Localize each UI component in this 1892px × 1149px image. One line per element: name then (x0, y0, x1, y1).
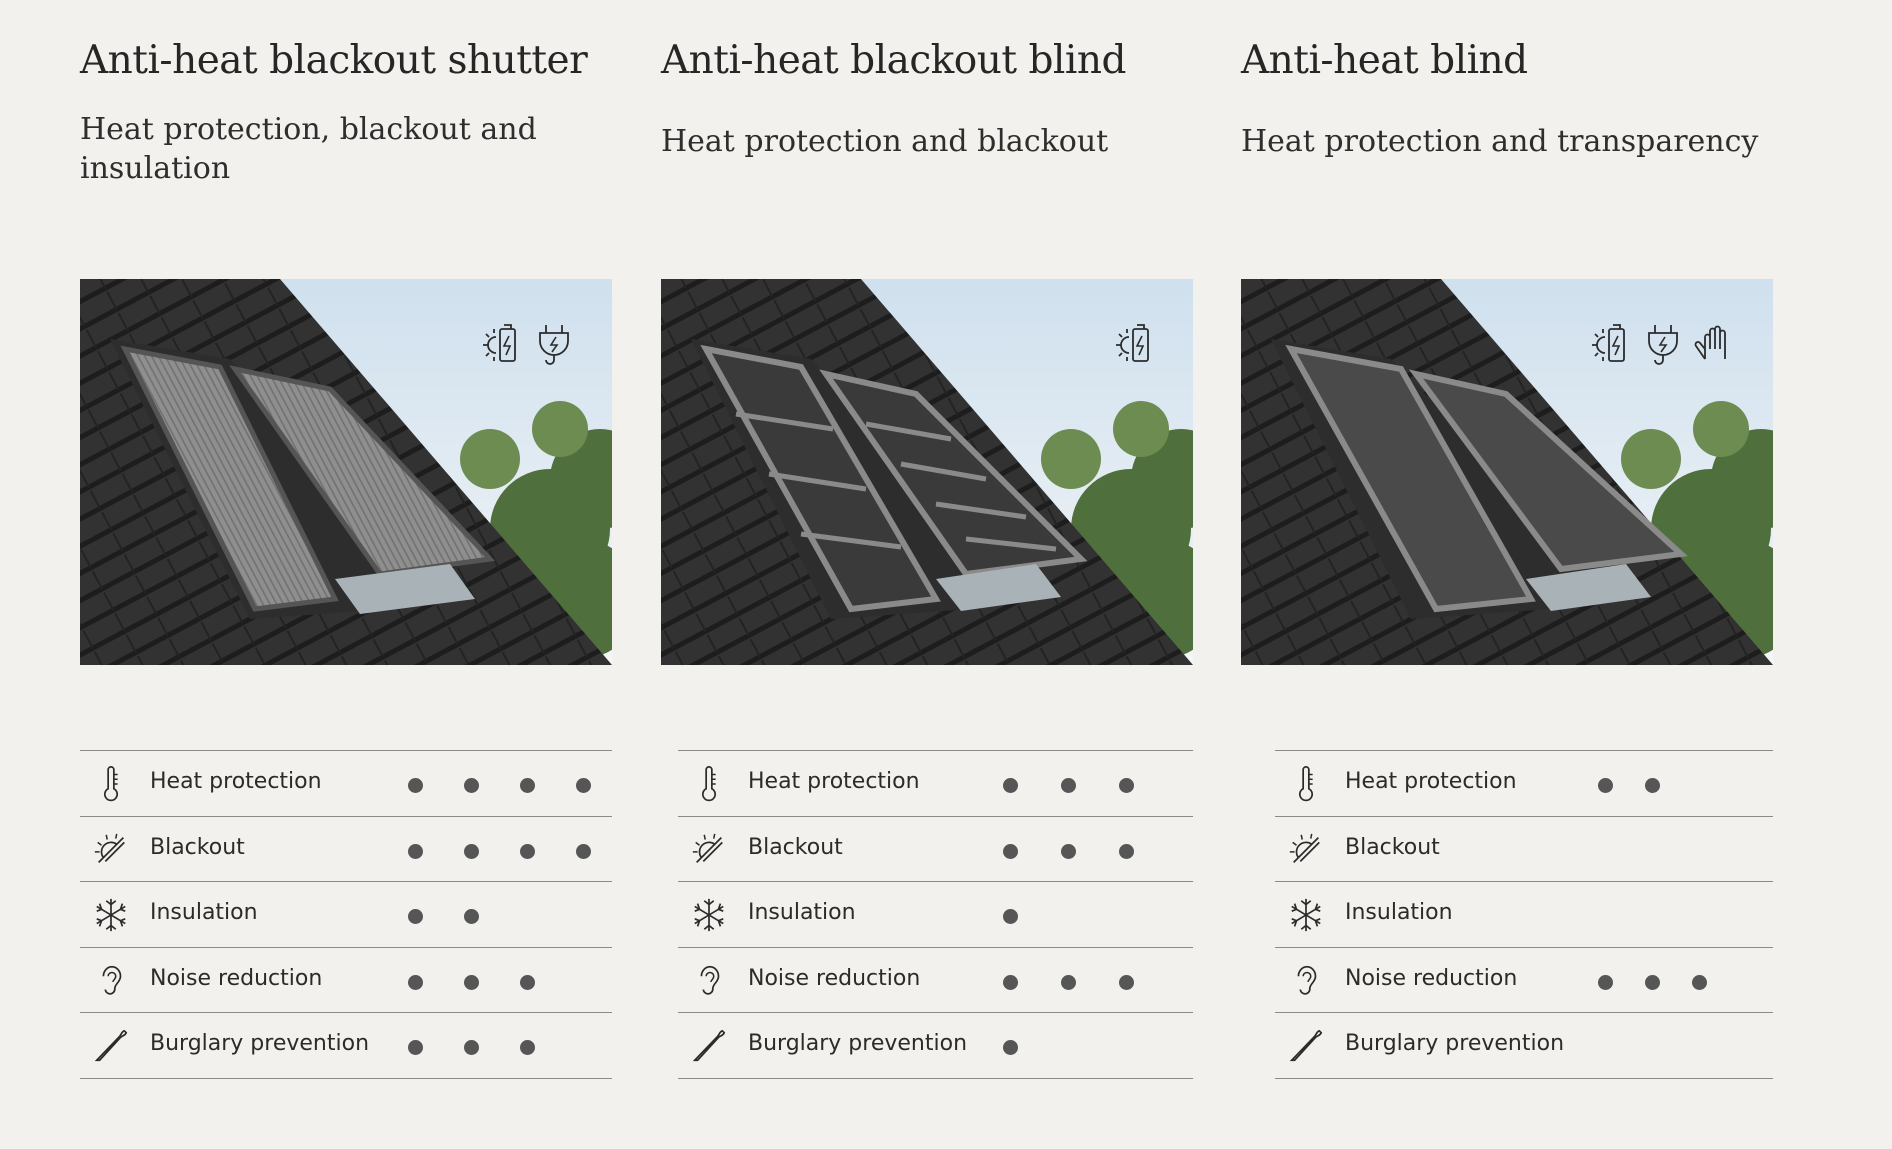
crowbar-icon (1287, 1027, 1325, 1065)
product-title: Anti-heat blind (1241, 38, 1528, 83)
ear-icon (1287, 962, 1325, 1000)
rating-dot (1119, 975, 1134, 990)
feature-row-burglary-prevention (678, 1013, 1193, 1079)
crowbar-icon (690, 1027, 728, 1065)
feature-row-heat-protection (678, 751, 1193, 817)
snowflake-icon (690, 896, 728, 934)
rating-dot (1598, 778, 1613, 793)
blackout-icon (92, 831, 130, 869)
feature-row-noise-reduction (80, 948, 612, 1014)
solar-icon (1589, 319, 1633, 369)
snowflake-icon (92, 896, 130, 934)
feature-label: Blackout (150, 834, 245, 860)
rating-dot (1119, 844, 1134, 859)
feature-list (80, 750, 612, 1079)
product-subtitle: Heat protection and blackout (661, 124, 1109, 159)
rating-dot (1645, 975, 1660, 990)
product-image-blackout-blind (661, 279, 1193, 665)
rating-dot (1003, 844, 1018, 859)
electric-plug-icon (532, 319, 576, 369)
rating-dot (1692, 975, 1707, 990)
operation-icons (1113, 319, 1157, 369)
feature-label: Burglary prevention (150, 1031, 370, 1056)
feature-row-noise-reduction (1275, 948, 1773, 1014)
operation-icons (480, 319, 576, 369)
rating-dot (464, 909, 479, 924)
feature-label: Heat protection (1345, 769, 1517, 794)
blackout-icon (690, 831, 728, 869)
feature-label: Blackout (748, 834, 843, 860)
product-title: Anti-heat blackout shutter (80, 38, 588, 83)
feature-row-blackout (80, 817, 612, 883)
feature-row-insulation (1275, 882, 1773, 948)
rating-dot (408, 909, 423, 924)
electric-plug-icon (1641, 319, 1685, 369)
rating-dot (408, 844, 423, 859)
rating-dot (576, 844, 591, 859)
operation-icons (1589, 319, 1737, 369)
rating-dot (576, 778, 591, 793)
rating-dot (1061, 844, 1076, 859)
rating-dot (1003, 778, 1018, 793)
solar-icon (480, 319, 524, 369)
rating-dot (1598, 975, 1613, 990)
rating-dot (1061, 975, 1076, 990)
feature-row-blackout (1275, 817, 1773, 883)
feature-label: Burglary prevention (748, 1031, 968, 1056)
rating-dot (464, 844, 479, 859)
rating-dot (520, 778, 535, 793)
rating-dot (464, 975, 479, 990)
feature-label: Insulation (1345, 900, 1453, 925)
rating-dot (408, 778, 423, 793)
feature-label: Noise reduction (748, 965, 921, 991)
feature-row-heat-protection (80, 751, 612, 817)
product-image-shutter (80, 279, 612, 665)
feature-row-heat-protection (1275, 751, 1773, 817)
feature-list (1275, 750, 1773, 1079)
rating-dot (1645, 778, 1660, 793)
feature-label: Heat protection (748, 769, 920, 794)
feature-row-blackout (678, 817, 1193, 883)
rating-dot (1119, 778, 1134, 793)
feature-label: Blackout (1345, 834, 1440, 860)
feature-row-burglary-prevention (1275, 1013, 1773, 1079)
thermometer-icon (92, 765, 130, 803)
manual-hand-icon (1693, 319, 1737, 369)
feature-label: Noise reduction (150, 965, 323, 991)
thermometer-icon (690, 765, 728, 803)
product-subtitle: Heat protection and transparency (1241, 124, 1759, 159)
feature-row-insulation (678, 882, 1193, 948)
feature-list (678, 750, 1193, 1079)
blackout-icon (1287, 831, 1325, 869)
feature-row-burglary-prevention (80, 1013, 612, 1079)
thermometer-icon (1287, 765, 1325, 803)
feature-label: Insulation (748, 900, 856, 925)
rating-dot (1061, 778, 1076, 793)
rating-dot (1003, 975, 1018, 990)
solar-icon (1113, 319, 1157, 369)
rating-dot (1003, 909, 1018, 924)
rating-dot (408, 1040, 423, 1055)
rating-dot (464, 778, 479, 793)
rating-dot (520, 975, 535, 990)
feature-row-insulation (80, 882, 612, 948)
feature-label: Insulation (150, 900, 258, 925)
rating-dot (464, 1040, 479, 1055)
feature-row-noise-reduction (678, 948, 1193, 1014)
ear-icon (690, 962, 728, 1000)
rating-dot (520, 1040, 535, 1055)
feature-label: Noise reduction (1345, 965, 1518, 991)
feature-label: Heat protection (150, 769, 322, 794)
product-subtitle: Heat protection, blackout and insulation (80, 112, 537, 186)
rating-dot (408, 975, 423, 990)
ear-icon (92, 962, 130, 1000)
product-title: Anti-heat blackout blind (661, 38, 1126, 83)
rating-dot (1003, 1040, 1018, 1055)
crowbar-icon (92, 1027, 130, 1065)
feature-label: Burglary prevention (1345, 1031, 1565, 1056)
snowflake-icon (1287, 896, 1325, 934)
rating-dot (520, 844, 535, 859)
product-image-anti-heat-blind (1241, 279, 1773, 665)
